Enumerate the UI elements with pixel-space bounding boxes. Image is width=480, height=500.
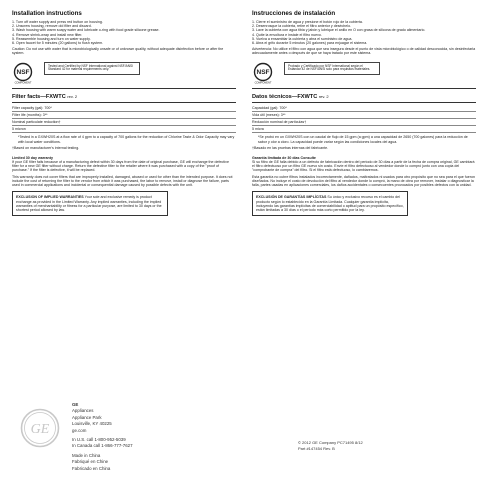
caution-es: Advertencia: No utilice el filtro con agua que sea insegura desde el punto de vista microbiológico o de calidad desconocida, sin desinfectarla adecuadamente antes o después de que se haya tratado por este sistema. bbox=[252, 47, 476, 56]
tested-note-en: *Tested in a GXWH20S at a flow rate of 4 gpm to a capacity of 700 gallons for the reduction of Chlorine Taste & Odor Capacity may vary with local water conditions. bbox=[18, 135, 235, 144]
warranty-p1-en: If your GE filter fails because of a manufacturing defect within 30 days from the date of original purchase, GE will exchange the defective filter for a new GE filter without charge. Return the defective filter to the retailer where it was purchased with a copy of the "proof of purchase." If the filter is defective, it will be replaced. bbox=[12, 159, 229, 173]
exclusion-text-es: Su único y exclusivo recurso es el cambio del producto según lo establecido en la Garantía Limitada. Cualquier garantía implícita, incluyendo las garantías implícitas de comerciabilidad o aptitud para un propósito específico, están limitadas a 30 días o el período más corto permitido por la ley. bbox=[256, 195, 404, 213]
mfr-note-en: †Based on manufacturer's internal testing. bbox=[12, 146, 80, 151]
install-step: 3. Wash housing with warm soapy water and lubricate o-ring with food grade silicone grease. bbox=[12, 28, 160, 33]
nominal-reduction-en: Nominal particulate reduction† bbox=[12, 119, 236, 126]
divider bbox=[12, 102, 236, 103]
nominal-reduction-es: Reducción nominal de partículas† bbox=[252, 119, 476, 126]
warranty-p1-es: Si su filtro de GE falla debido a un defecto de fabricación dentro del periodo de 30 días a partir de la fecha de compra original, GE cambiará el filtro defectuoso por un filtro GE nuevo sin costo. Envíe el filtro defectuoso al vendedor donde lo compró junto con una copia del "comprobante de compra" del filtro. Si el filtro está defectuoso, lo cambiaremos. bbox=[252, 159, 475, 173]
exclusion-title-es: EXCLUSIÓN DE GARANTÍAS IMPLÍCITAS bbox=[256, 195, 327, 200]
nsf-logo-icon bbox=[252, 62, 274, 84]
nsf-sub-label: COMPONENT bbox=[14, 81, 32, 84]
exclusion-box-en bbox=[12, 191, 168, 216]
filter-facts-heading: Datos técnicos—FXWTC bbox=[252, 93, 318, 100]
install-step: 5. Vuelva a ensamblar la cubierta y abra el suministro de agua. bbox=[252, 36, 353, 41]
filter-life-en: Filter life (months): 3** bbox=[12, 112, 236, 119]
nsf-logo-icon bbox=[12, 62, 34, 84]
install-steps-es bbox=[252, 20, 476, 45]
address-line: Appliance Park bbox=[72, 414, 102, 420]
address-line: Fabricado en China bbox=[72, 465, 111, 471]
nsf-certification-en bbox=[12, 62, 236, 84]
nsf-label: NSF bbox=[256, 68, 270, 76]
address-line: GE bbox=[72, 402, 79, 407]
filter-facts-rev: rev. 2 bbox=[318, 93, 329, 99]
address-line: Louisville, KY 40225 bbox=[72, 421, 112, 427]
filter-capacity-es: Capacidad (gal): 700* bbox=[252, 105, 476, 112]
filter-facts-heading: Filter facts—FXWTC bbox=[12, 93, 66, 100]
nsf-text-es: Probado y Certificado por NSF International según el Estándar 42 de NSF/ANSI solo para requisitos materiales. bbox=[284, 62, 380, 76]
micron-en: 5 micron bbox=[12, 126, 236, 133]
nsf-certification-es bbox=[252, 62, 476, 84]
filter-facts-title-en bbox=[12, 94, 236, 100]
divider bbox=[252, 102, 476, 103]
install-steps-en bbox=[12, 20, 236, 45]
ge-logo-icon bbox=[20, 408, 60, 448]
exclusion-box-es bbox=[252, 191, 408, 216]
company-address bbox=[72, 402, 133, 472]
filter-facts-rev: rev. 2 bbox=[67, 93, 78, 99]
install-step: 2. Unscrew housing, remove old filter and discard. bbox=[12, 24, 92, 29]
install-step: 5. Reassemble housing and turn on water supply. bbox=[12, 36, 91, 41]
install-step: 4. Remove shrink-wrap and install new filter. bbox=[12, 32, 83, 37]
address-line: ge.com bbox=[72, 427, 87, 433]
address-line: Made in China bbox=[72, 452, 101, 458]
install-title-en: Installation instructions bbox=[12, 10, 82, 17]
address-line: Fabriqué en Chine bbox=[72, 459, 109, 465]
install-step: 1. Cierre el suministro de agua y presione el botón rojo de la cubierta. bbox=[252, 20, 363, 24]
install-step: 2. Desenrosque la cubierta, retire el filtro anterior y deséchelo. bbox=[252, 24, 352, 29]
ge-logo-text: GE bbox=[30, 422, 50, 437]
divider bbox=[12, 88, 236, 89]
nsf-sub-label: COMPONENT bbox=[254, 81, 272, 84]
address-line: In Canada call 1-866-777-7627 bbox=[72, 443, 133, 449]
filter-facts-title-es bbox=[252, 94, 476, 100]
install-title-es: Instrucciones de instalación bbox=[252, 10, 336, 17]
caution-en: Caution: Do not use with water that is microbiologically unsafe or of unknown quality, without adequate disinfection before or after the system. bbox=[12, 47, 224, 56]
filter-life-es: Vida útil (meses): 3** bbox=[252, 112, 476, 119]
install-step: 3. Lave la cubierta con agua tibia y jabón y lubrique el anillo en O con grasa de silicona de grado alimentario. bbox=[252, 28, 426, 33]
install-step: 1. Turn off water supply and press red button on housing. bbox=[12, 20, 103, 24]
nsf-text-en: Tested and Certified by NSF International against NSF/ANSI Standard 42 for material requirements only. bbox=[44, 62, 140, 76]
warranty-title-en: Limited 30 day warranty bbox=[12, 155, 53, 160]
warranty-title-es: Garantía limitada de 30 días Consulte bbox=[252, 155, 316, 160]
divider bbox=[252, 88, 476, 89]
mfr-note-es: †Basado en las pruebas internas del fabricante. bbox=[252, 146, 329, 151]
tested-note-es: *Se probó en un GXWH20S con un caudal de flujo de 15 gpm (a gpm) a una capacidad de 2650 (700 galones) para la reducción de sabor y olor a cloro. La capacidad puede variar según las condiciones locales del agua. bbox=[258, 135, 468, 144]
copyright: © 2012 GE Company PC71495 8/12 bbox=[298, 440, 363, 445]
warranty-p2-es: Esta garantía no cubre filtros instalados incorrectamente, dañados, maltratados ni usados para otro propósito que no sea para el que fueron diseñados. No incluye el costo de devolución del filtro al vendedor donde lo compró, la mano de obra por remover, instalar o diagnosticar la falla, partes usadas en aplicaciones comerciales, los daños accidentales o consecuentes provocados por posibles defectos con la unidad. bbox=[252, 174, 475, 188]
install-step: 6. Abra el grifo durante 5 minutos (20 galones) para enjuagar el sistema. bbox=[252, 41, 368, 46]
micron-es: 5 micra bbox=[252, 126, 476, 133]
address-line: Appliances bbox=[72, 408, 94, 414]
warranty-p2-en: This warranty does not cover filters that are improperly installed, damaged, abused or used for other than the intended purpose. It does not include the cost of returning the filter to the vendor from which it was purchased, the labor to remove, install or diagnose the failure, parts used in commercial applications and incidental or consequential damage caused by possible defects with the unit. bbox=[12, 174, 233, 188]
install-step: 6. Open faucet for 5 minutes (20 gallons) to flush system. bbox=[12, 41, 104, 46]
spanish-column bbox=[252, 10, 476, 216]
nsf-label: NSF bbox=[16, 68, 30, 76]
part-number: Part #147454 Rev. B bbox=[298, 446, 335, 451]
filter-capacity-en: Filter capacity (gal): 700* bbox=[12, 105, 236, 112]
install-step: 4. Quite la envoltura e instale el filtro nuevo. bbox=[252, 32, 322, 37]
footer bbox=[12, 400, 468, 490]
exclusion-title-en: EXCLUSION OF IMPLIED WARRANTIES bbox=[16, 195, 84, 200]
exclusion-text-en: Your sole and exclusive remedy is product exchange as provided in the Limited Warranty. Any implied warranties, including the implied warranties of merchantability or fitness for a particular purpose, are limited to 30 days or the shortest period allowed by law. bbox=[16, 195, 162, 213]
copyright-block bbox=[298, 440, 363, 452]
english-column bbox=[12, 10, 236, 216]
address-line: In U.S. call 1-800-952-5039 bbox=[72, 437, 126, 443]
